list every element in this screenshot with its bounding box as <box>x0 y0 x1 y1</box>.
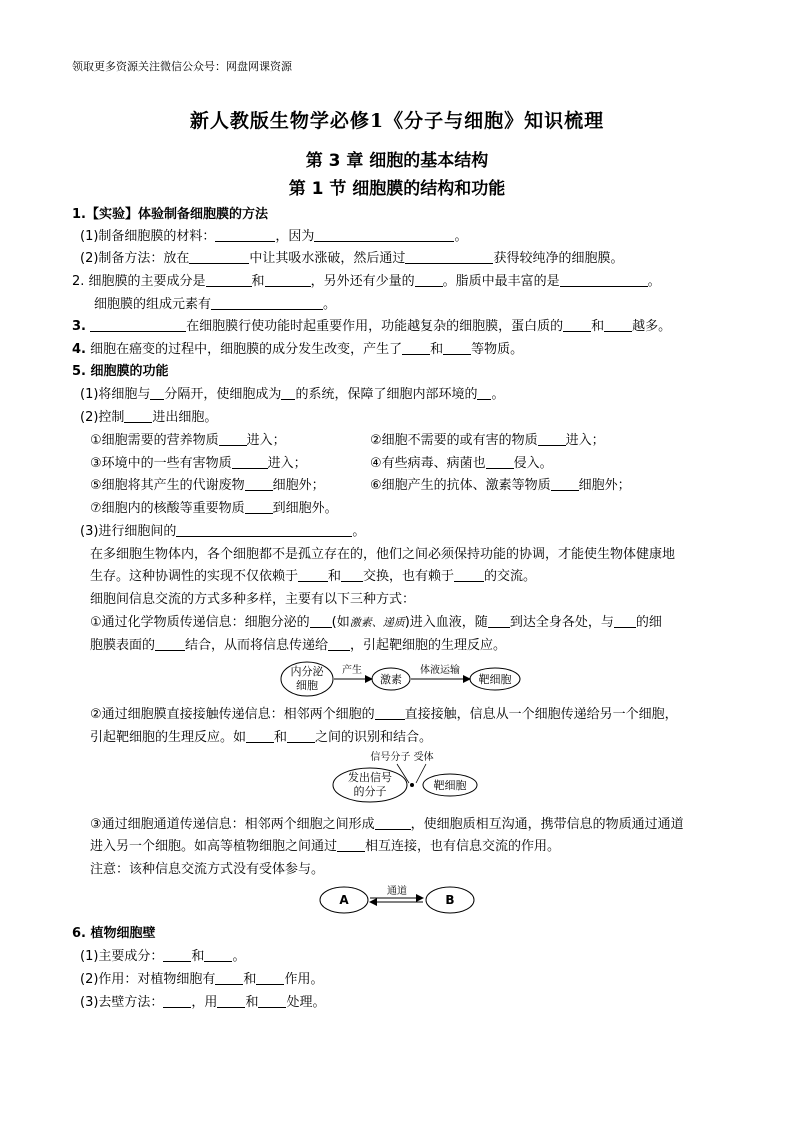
para-q3: 细胞间信息交流的方式多种多样，主要有以下三种方式： <box>90 592 416 607</box>
mode-3-note: 注意：该种信息交流方式没有受体参与。 <box>90 862 325 877</box>
item-1: ①细胞需要的营养物质 进入； <box>90 433 286 448</box>
item-4: ④有些病毒、病菌也 侵入。 <box>370 456 553 471</box>
mode-1-line-1: ①通过化学物质传递信息：细胞分泌的 (如激素、递质)进入血液，随 到达全身各处，与 的细 <box>90 615 662 630</box>
edge-label-produce: 产生 <box>342 665 362 676</box>
pointer-signal <box>397 764 409 783</box>
node-endocrine-label-1: 内分泌 <box>290 665 324 678</box>
mode-1-line-2: 胞膜表面的 结合，从而将信息传递给 ，引起靶细胞的生理反应。 <box>90 638 507 653</box>
node-hormone-label: 激素 <box>380 673 402 686</box>
contact-point <box>410 783 414 787</box>
section-6-line-3: (3)去壁方法： ，用 和 处理。 <box>80 995 326 1010</box>
item-7: ⑦细胞内的核酸等重要物质 到细胞外。 <box>90 501 338 516</box>
section-6-line-2: (2)作用：对植物细胞有 和 作用。 <box>80 972 324 987</box>
section-4-line: 4. 细胞在癌变的过程中，细胞膜的成分发生改变，产生了 和 等物质。 <box>72 342 524 357</box>
mode-2-line-2: 引起靶细胞的生理反应。如 和 之间的识别和结合。 <box>90 730 433 745</box>
mode-3-line-2: 进入另一个细胞。如高等植物细胞之间通过 相互连接，也有信息交流的作用。 <box>90 839 561 854</box>
section-6-line-1: (1)主要成分： 和 。 <box>80 949 246 964</box>
section-1-line-2: (2)制备方法：放在 中让其吸水涨破，然后通过 获得较纯净的细胞膜。 <box>80 251 624 266</box>
section-title: 第 1 节 细胞膜的结构和功能 <box>288 179 506 199</box>
section-3-line: 3. 在细胞膜行使功能时起重要作用，功能越复杂的细胞膜，蛋白质的 和 越多。 <box>72 319 672 334</box>
para-q2: 生存。这种协调性的实现不仅依赖于 和 交换，也有赖于 的交流。 <box>90 569 537 584</box>
section-6-heading: 6. 植物细胞壁 <box>72 926 156 941</box>
node-endocrine-label-2: 细胞 <box>296 679 318 692</box>
item-2: ②细胞不需要的或有害的物质 进入； <box>370 433 605 448</box>
item-6: ⑥细胞产生的抗体、激素等物质 细胞外； <box>370 478 631 493</box>
node-b-label: B <box>445 893 455 907</box>
node-sender-label-1: 发出信号 <box>348 771 392 784</box>
section-5-heading: 5. 细胞膜的功能 <box>72 364 169 379</box>
node-target-label: 靶细胞 <box>433 779 467 792</box>
diagram-chemical-signaling <box>280 660 530 698</box>
pointer-receptor <box>416 764 426 783</box>
channel-label: 通道 <box>387 886 407 897</box>
edge-label-transport: 体液运输 <box>420 665 460 676</box>
chapter-title: 第 3 章 细胞的基本结构 <box>305 151 489 171</box>
section-5-p2: (2)控制 进出细胞。 <box>80 410 218 425</box>
mode-2-line-1: ②通过细胞膜直接接触传递信息：相邻两个细胞的 直接接触，信息从一个细胞传递给另一个细胞， <box>90 707 678 722</box>
item-5: ⑤细胞将其产生的代谢废物 细胞外； <box>90 478 325 493</box>
section-1-line-1: (1)制备细胞膜的材料： ，因为 。 <box>80 229 468 244</box>
node-a-label: A <box>339 893 349 907</box>
section-5-p3: (3)进行细胞间的 。 <box>80 524 366 539</box>
section-5-p1: (1)将细胞与 分隔开，使细胞成为 的系统，保障了细胞内部环境的 。 <box>80 387 505 402</box>
mode-3-line-1: ③通过细胞通道传递信息：相邻两个细胞之间形成 ，使细胞质相互沟通，携带信息的物质通过通道 <box>90 817 684 832</box>
section-1-heading: 1.【实验】体验制备细胞膜的方法 <box>72 207 268 222</box>
item-3: ③环境中的一些有害物质 进入； <box>90 456 307 471</box>
page-title: 新人教版生物学必修1《分子与细胞》知识梳理 <box>189 110 605 132</box>
section-2-line-2: 细胞膜的组成元素有 。 <box>94 297 337 312</box>
node-target-cell-label: 靶细胞 <box>478 673 512 686</box>
node-sender-label-2: 的分子 <box>353 785 387 798</box>
section-2-line-1: 2. 细胞膜的主要成分是 和 ，另外还有少量的 。脂质中最丰富的是 。 <box>72 274 661 289</box>
diagram-contact-signaling <box>330 748 490 804</box>
label-signal-receptor: 信号分子 受体 <box>370 752 434 763</box>
para-q1: 在多细胞生物体内，各个细胞都不是孤立存在的，他们之间必须保持功能的协调，才能使生物体健康地 <box>90 547 676 562</box>
diagram-channel-signaling <box>318 882 478 916</box>
header-note: 领取更多资源关注微信公众号：网盘网课资源 <box>72 60 292 73</box>
